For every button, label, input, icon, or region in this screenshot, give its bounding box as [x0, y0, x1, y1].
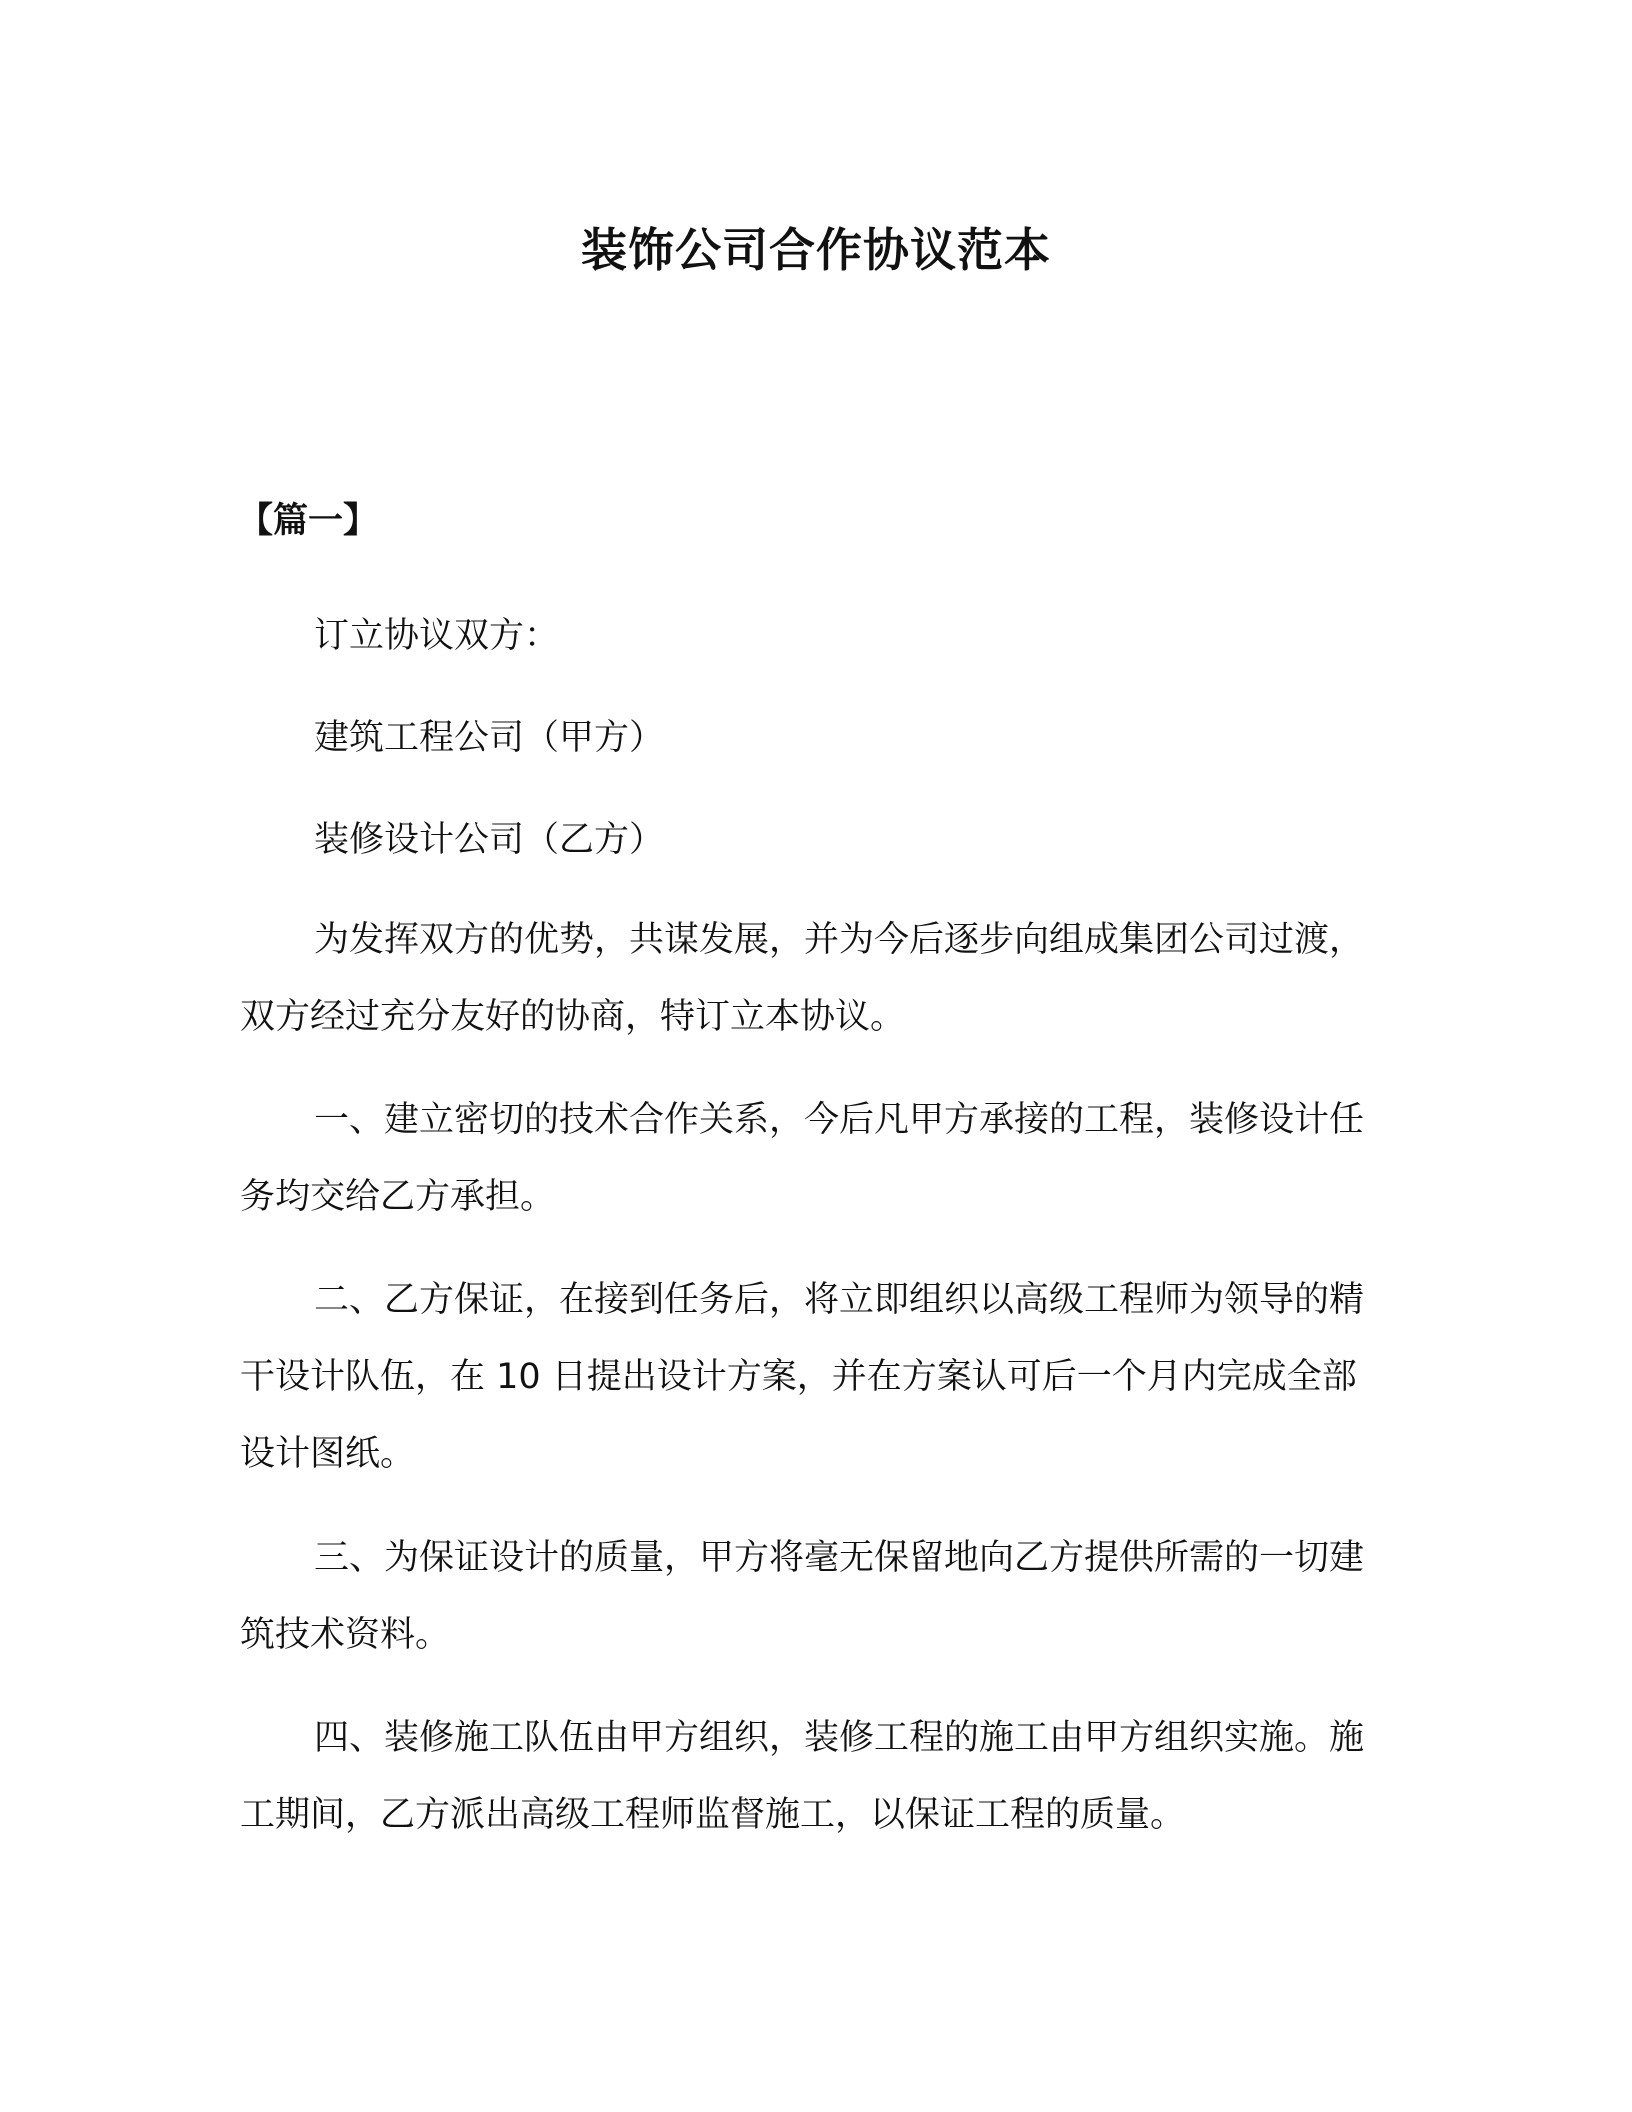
paragraph-clause-3: 三、为保证设计的质量，甲方将毫无保留地向乙方提供所需的一切建筑技术资料。	[240, 1538, 1365, 1655]
paragraph-parties-heading: 订立协议双方：	[314, 616, 560, 656]
page-title: 装饰公司合作协议范本	[581, 223, 1051, 277]
paragraph-clause-2: 二、乙方保证，在接到任务后，将立即组织以高级工程师为领导的精干设计队伍，在 10 日提出设计方案，并在方案认可后一个月内完成全部设计图纸。	[240, 1280, 1365, 1474]
paragraph-clause-1: 一、建立密切的技术合作关系，今后凡甲方承接的工程，装修设计任务均交给乙方承担。	[240, 1100, 1365, 1217]
paragraph-clause-4: 四、装修施工队伍由甲方组织，装修工程的施工由甲方组织实施。施工期间，乙方派出高级工程师监督施工，以保证工程的质量。	[240, 1718, 1365, 1835]
paragraph-party-a: 建筑工程公司（甲方）	[314, 718, 665, 758]
section-label: 【篇一】	[238, 501, 379, 541]
paragraph-party-b: 装修设计公司（乙方）	[314, 820, 665, 860]
paragraph-purpose: 为发挥双方的优势，共谋发展，并为今后逐步向组成集团公司过渡，双方经过充分友好的协商，特订立本协议。	[240, 920, 1365, 1037]
